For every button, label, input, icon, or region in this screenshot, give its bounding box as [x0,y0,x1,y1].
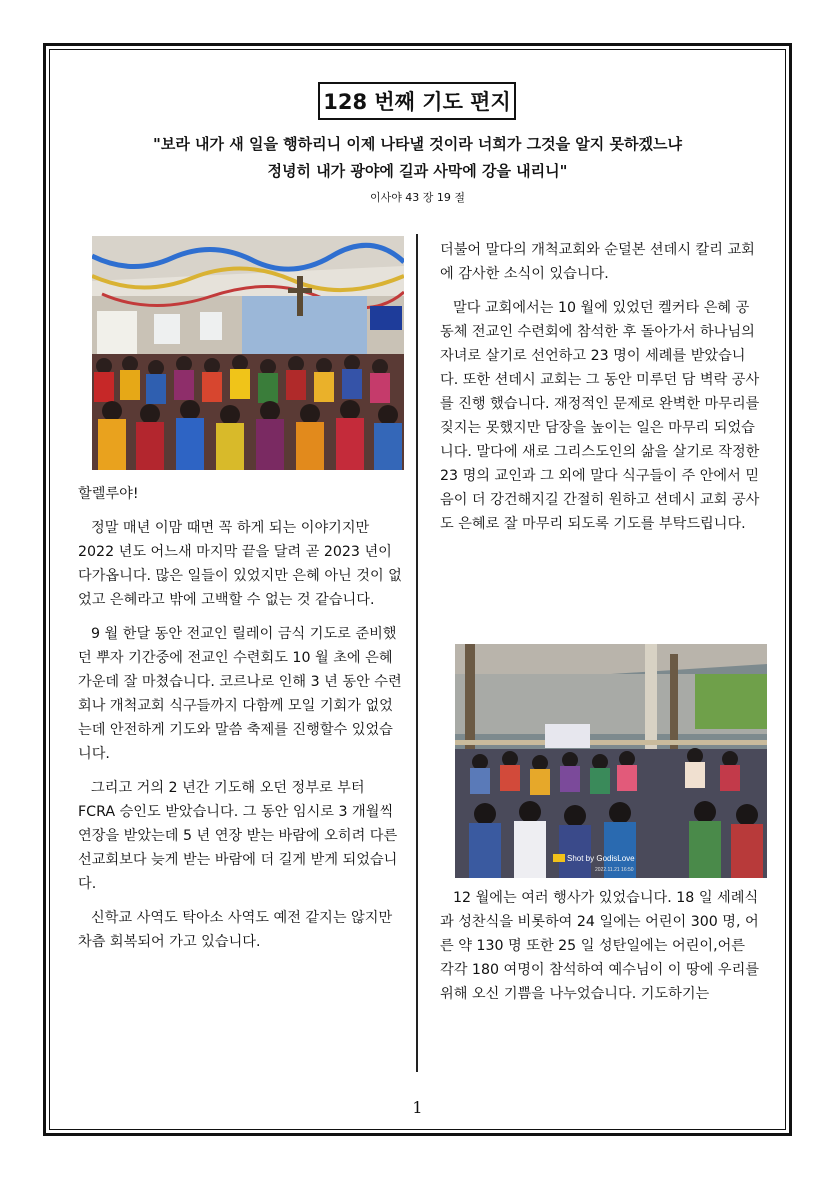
photo-watermark-line1: Shot by GodisLove [567,854,635,863]
outdoor-gathering-photo [455,644,767,878]
left-paragraph-3: 그리고 거의 2 년간 기도해 오던 정부로 부터 FCRA 승인도 받았습니다. 그 동안 임시로 3 개월씩 연장을 받았는데 5 년 연장 받는 바람에 오히려 다른 선교회보다 늦게 받는 바람에 더 길게 받게 되었습니다. [78,780,398,892]
right-paragraph-2: 말다 교회에서는 10 월에 있었던 켈커타 은혜 공동체 전교인 수련회에 참석한 후 돌아가서 하나님의 자녀로 살기로 선언하고 23 명이 세례를 받았습니다. 또한 션데시 교회는 그 동안 미루던 담 벽락 공사를 진행 했습니다. 재정적인 문제로 완벽한 마무리를 짖지는 못했지만 담장을 높이는 일은 마무리 되었습니다. 말다에 새로 그리스도인의 삶을 살기로 작정한 23 명의 교인과 그 외에 말다 식구들이 주 안에서 믿음이 더 강건해지길 간절히 원하고 션데시 교회 공사도 은혜로 잘 마무리 되도록 기도를 부탁드립니다. [440,300,760,532]
photo-watermark-line2: 2022.11.21 16:50 [595,867,634,873]
right-paragraph-3: 12 월에는 여러 행사가 있었습니다. 18 일 세례식과 성찬식을 비롯하여 24 일에는 어린이 300 명, 어른 약 130 명 또한 25 일 성탄일에는 어린이,어른 각각 180 여명이 참석하여 예수님이 이 땅에 우리를 위해 오신 기쁨을 나누었습니다. 기도하기는 [440,890,760,1002]
verse-line-2: 정녕히 내가 광야에 길과 사막에 강을 내리니" [267,162,568,180]
letter-title: 128 번째 기도 편지 [318,82,516,120]
left-paragraph-4: 신학교 사역도 탁아소 사역도 예전 같지는 않지만 차츰 회복되어 가고 있습니다. [78,910,393,950]
church-worship-photo [92,236,404,470]
page-number: 1 [412,1098,423,1117]
left-paragraph-1: 정말 매년 이맘 때면 꼭 하게 되는 이야기지만 2022 년도 어느새 마지막 끝을 달려 곧 2023 년이 다가옵니다. 많은 일들이 있었지만 은혜 아닌 것이 없었고 은혜라고 밖에 고백할 수 없는 것 같습니다. [78,520,402,608]
greeting: 할렐루야! [78,486,139,502]
verse-line-1: "보라 내가 새 일을 행하리니 이제 나타낼 것이라 너희가 그것을 알지 못하겠느냐 [153,135,682,153]
left-column [78,482,404,964]
left-paragraph-2: 9 월 한달 동안 전교인 릴레이 금식 기도로 준비했던 뿌자 기간중에 전교인 수련회도 10 월 초에 은혜 가운데 잘 마쳤습니다. 코르나로 인해 3 년 동안 수련회나 개척교회 식구들까지 다함께 모일 기회가 없었는데 안전하게 기도와 말씀 축제를 진행할수 있었습니다. [78,626,402,762]
right-column-top [440,238,760,546]
verse-reference: 이사야 43 장 19 절 [369,191,466,204]
right-column-bottom [440,886,760,1016]
right-paragraph-1: 더불어 말다의 개척교회와 순덜본 션데시 칼리 교회에 감사한 소식이 있습니다. [440,242,755,282]
camera-brand-icon [553,854,565,862]
column-divider [416,234,418,1072]
